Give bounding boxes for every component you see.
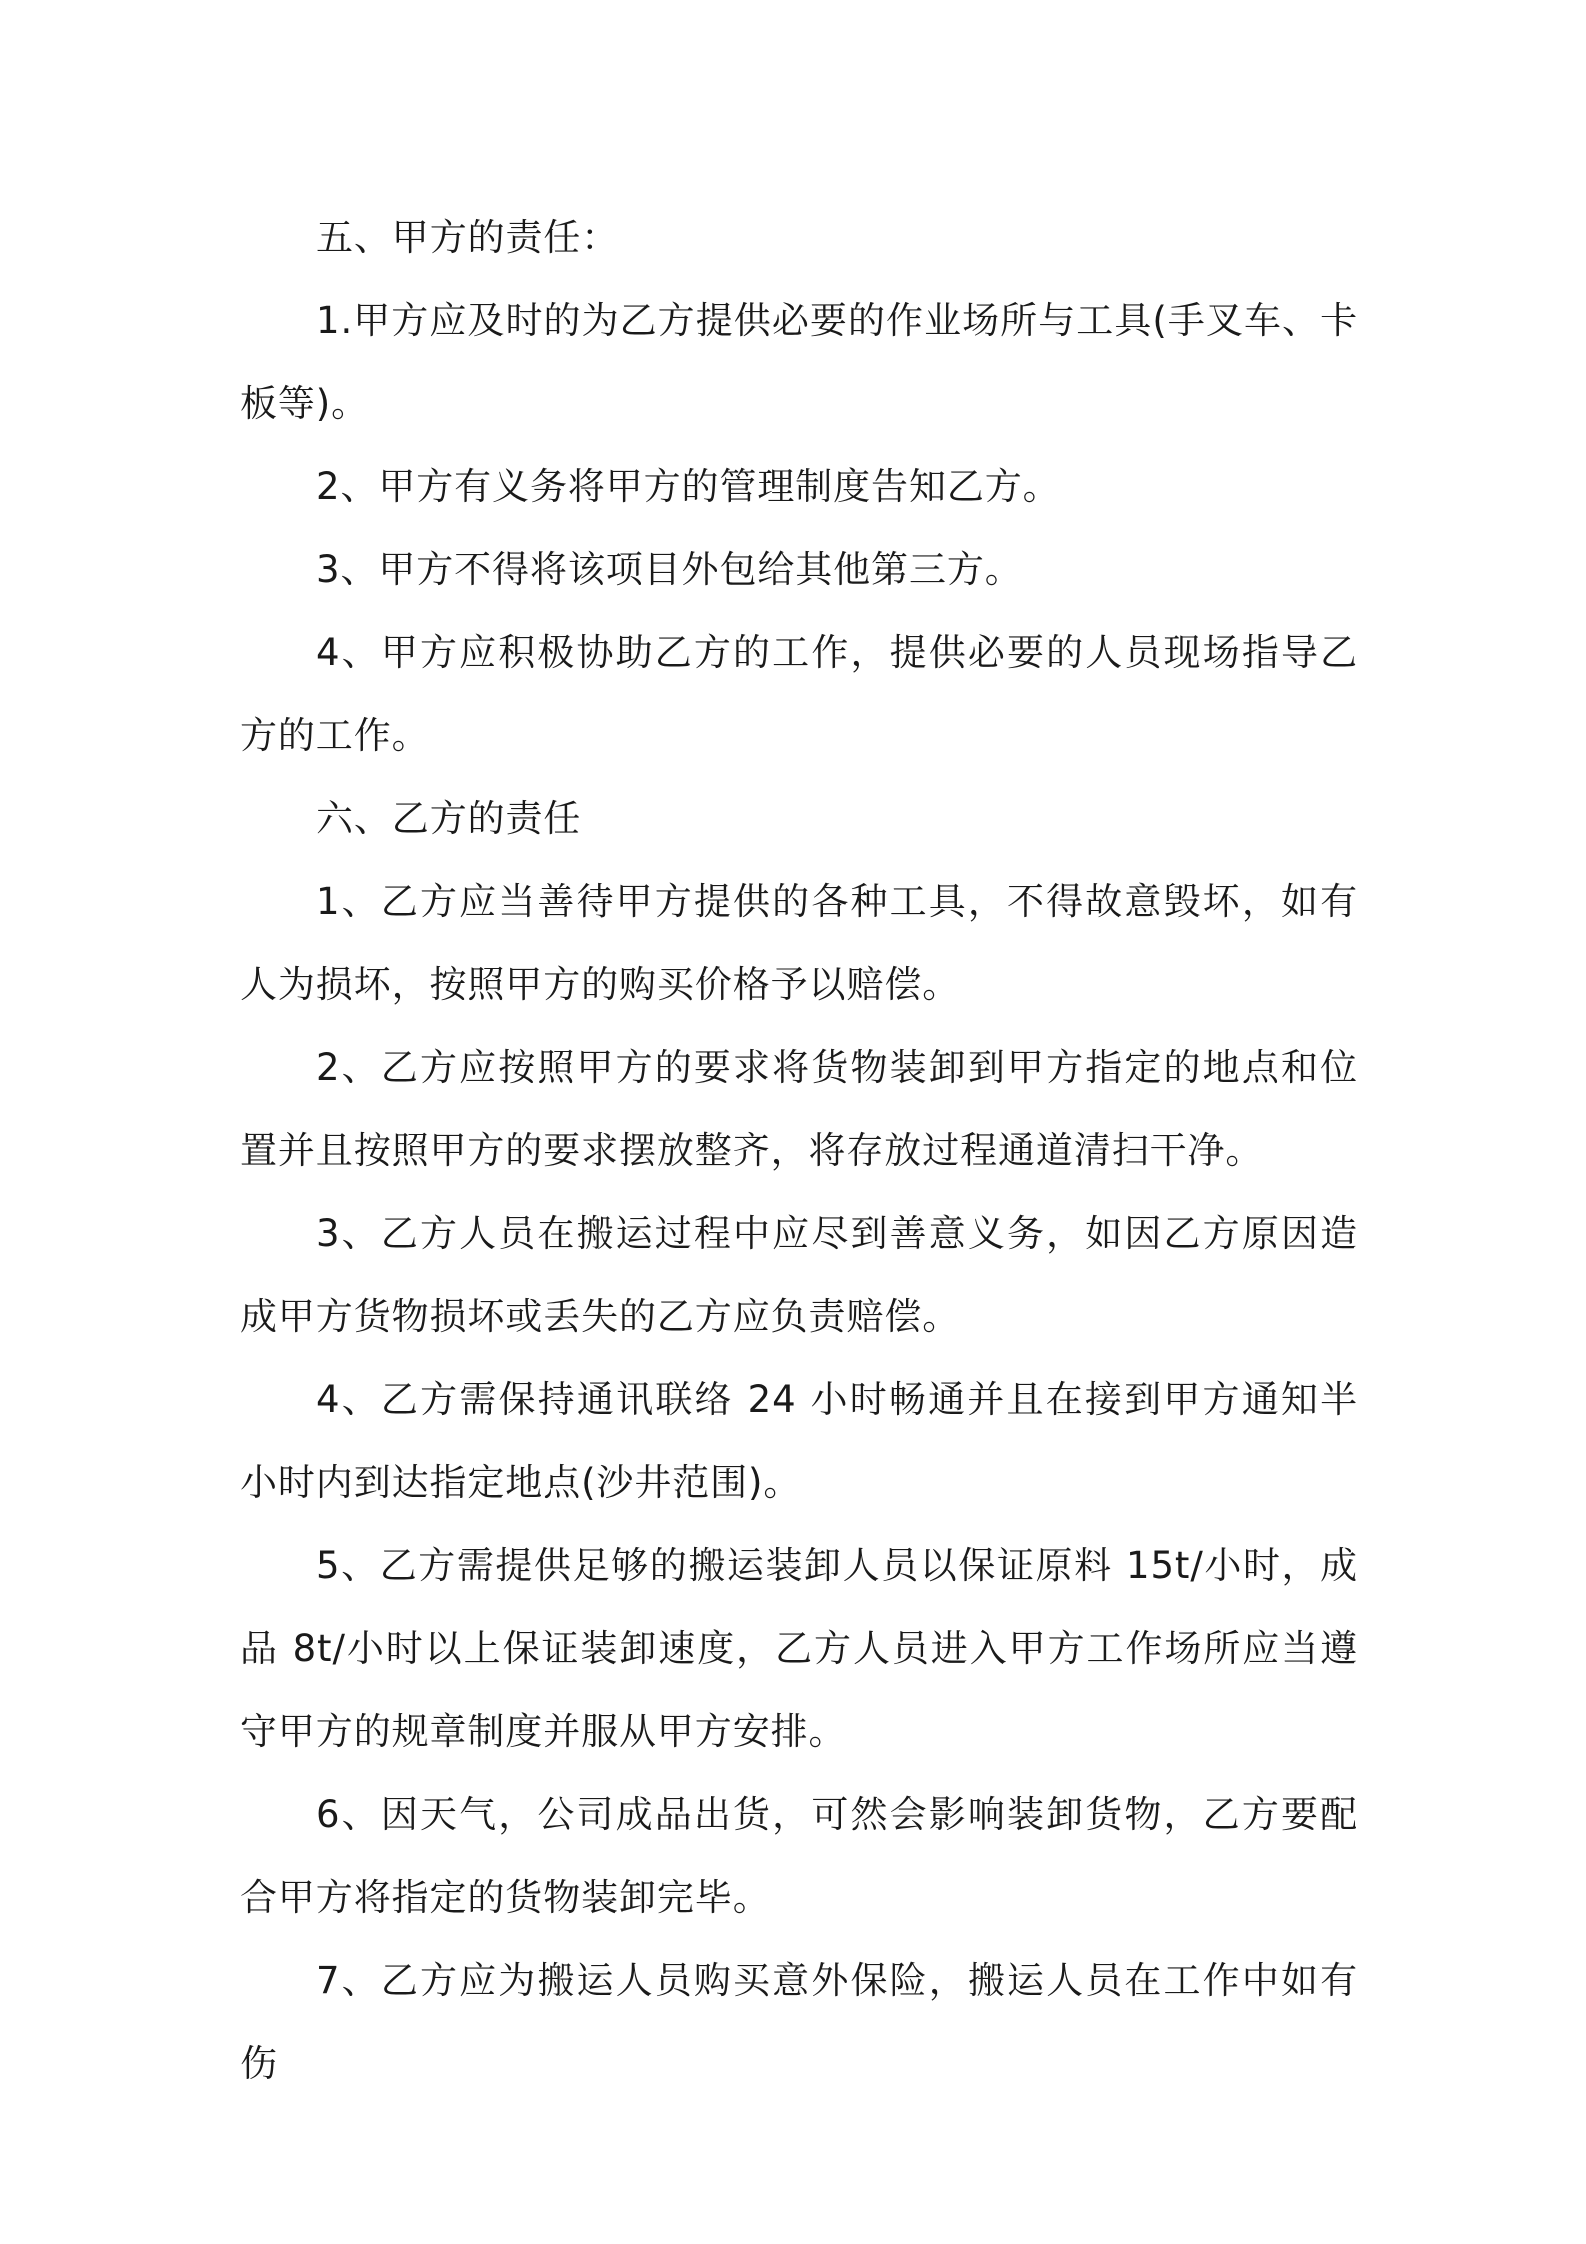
party-a-clause-3: 3、甲方不得将该项目外包给其他第三方。 [316, 548, 1023, 591]
party-a-clause-2: 2、甲方有义务将甲方的管理制度告知乙方。 [316, 465, 1061, 508]
section-heading-party-b-duties: 六、乙方的责任 [316, 797, 582, 840]
party-b-clause-3: 3、乙方人员在搬运过程中应尽到善意义务，如因乙方原因造成甲方货物损坏或丢失的乙方应负责赔偿。 [240, 1212, 1358, 1338]
party-b-clause-7: 7、乙方应为搬运人员购买意外保险，搬运人员在工作中如有伤 [240, 1959, 1358, 2085]
party-a-clause-1: 1.甲方应及时的为乙方提供必要的作业场所与工具(手叉车、卡板等)。 [240, 299, 1358, 425]
party-b-clause-6: 6、因天气，公司成品出货，可然会影响装卸货物，乙方要配合甲方将指定的货物装卸完毕。 [240, 1793, 1358, 1919]
party-a-clause-4: 4、甲方应积极协助乙方的工作，提供必要的人员现场指导乙方的工作。 [240, 631, 1358, 757]
party-b-clause-1: 1、乙方应当善待甲方提供的各种工具，不得故意毁坏，如有人为损坏，按照甲方的购买价格予以赔偿。 [240, 880, 1358, 1006]
party-b-clause-4: 4、乙方需保持通讯联络 24 小时畅通并且在接到甲方通知半小时内到达指定地点(沙井范围)。 [240, 1378, 1358, 1504]
document-body [240, 196, 1358, 2105]
section-heading-party-a-duties: 五、甲方的责任： [316, 216, 620, 259]
party-b-clause-2: 2、乙方应按照甲方的要求将货物装卸到甲方指定的地点和位置并且按照甲方的要求摆放整齐，将存放过程通道清扫干净。 [240, 1046, 1358, 1172]
party-b-clause-5: 5、乙方需提供足够的搬运装卸人员以保证原料 15t/小时，成品 8t/小时以上保证装卸速度，乙方人员进入甲方工作场所应当遵守甲方的规章制度并服从甲方安排。 [240, 1544, 1358, 1753]
